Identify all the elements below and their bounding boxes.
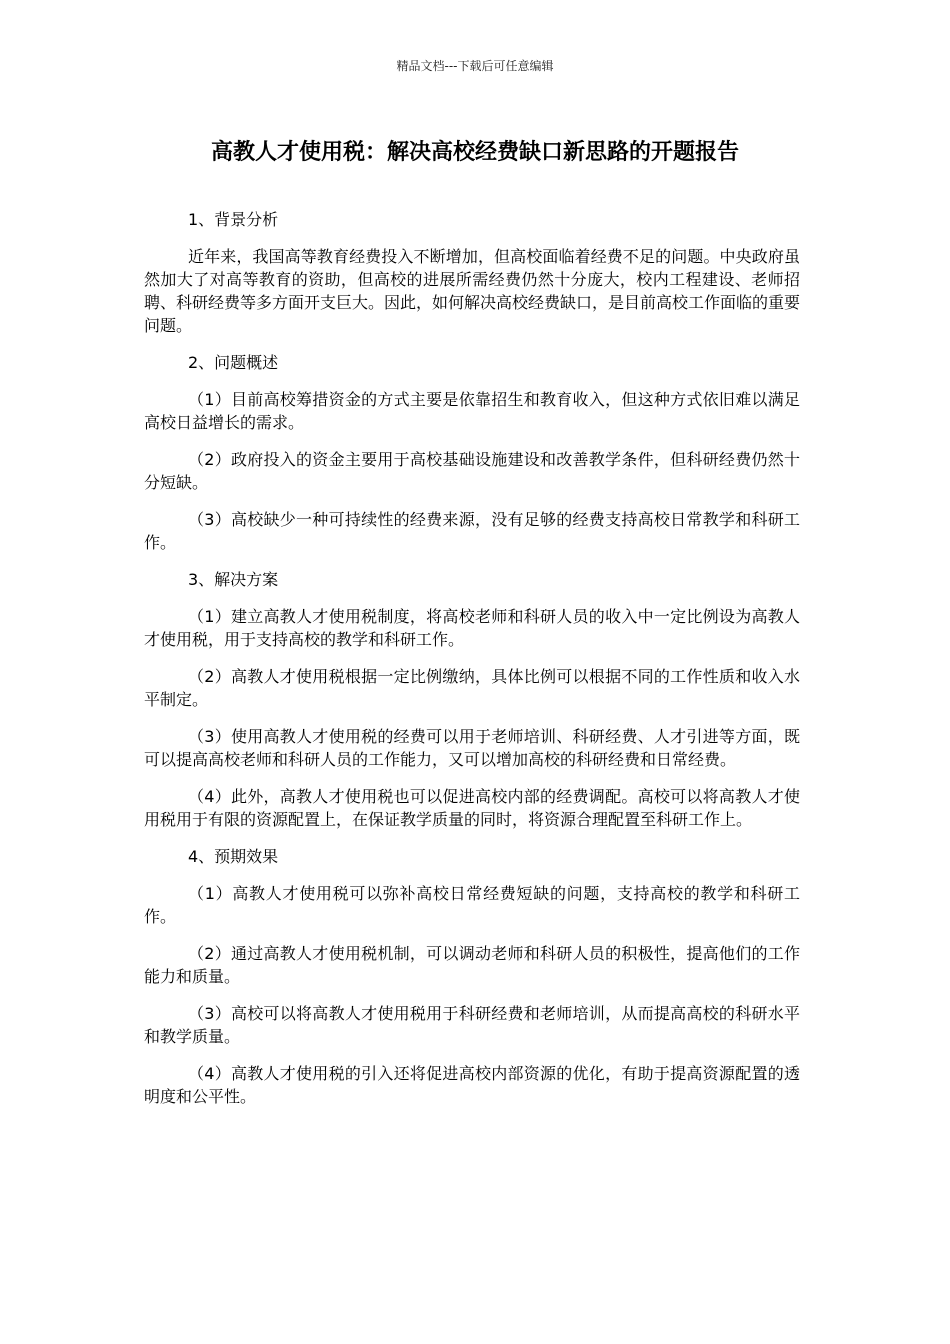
section-heading: 1、背景分析 bbox=[188, 210, 279, 229]
section-background bbox=[144, 208, 800, 337]
section-expected-effects bbox=[144, 845, 800, 1108]
document-title: 高教人才使用税：解决高校经费缺口新思路的开题报告 bbox=[210, 140, 739, 165]
page-header: 精品文档---下载后可任意编辑 bbox=[396, 59, 554, 73]
paragraph: （3）高校缺少一种可持续性的经费来源，没有足够的经费支持高校日常教学和科研工作。 bbox=[144, 510, 800, 552]
section-solution bbox=[144, 568, 800, 831]
paragraph: （2）通过高教人才使用税机制，可以调动老师和科研人员的积极性，提高他们的工作能力和质量。 bbox=[144, 944, 800, 986]
paragraph: （2）高教人才使用税根据一定比例缴纳，具体比例可以根据不同的工作性质和收入水平制定。 bbox=[144, 667, 800, 709]
paragraph: 近年来，我国高等教育经费投入不断增加，但高校面临着经费不足的问题。中央政府虽然加大了对高等教育的资助，但高校的进展所需经费仍然十分庞大，校内工程建设、老师招聘、科研经费等多方面开支巨大。因此，如何解决高校经费缺口，是目前高校工作面临的重要问题。 bbox=[144, 247, 801, 335]
paragraph: （1）建立高教人才使用税制度，将高校老师和科研人员的收入中一定比例设为高教人才使用税，用于支持高校的教学和科研工作。 bbox=[144, 607, 800, 649]
paragraph: （1）目前高校筹措资金的方式主要是依靠招生和教育收入，但这种方式依旧难以满足高校日益增长的需求。 bbox=[144, 390, 800, 432]
paragraph: （4）高教人才使用税的引入还将促进高校内部资源的优化，有助于提高资源配置的透明度和公平性。 bbox=[144, 1064, 800, 1106]
paragraph: （4）此外，高教人才使用税也可以促进高校内部的经费调配。高校可以将高教人才使用税用于有限的资源配置上，在保证教学质量的同时，将资源合理配置至科研工作上。 bbox=[144, 787, 800, 829]
paragraph: （3）高校可以将高教人才使用税用于科研经费和老师培训，从而提高高校的科研水平和教学质量。 bbox=[144, 1004, 800, 1046]
document-body bbox=[144, 208, 800, 1122]
section-heading: 3、解决方案 bbox=[188, 570, 279, 589]
paragraph: （3）使用高教人才使用税的经费可以用于老师培训、科研经费、人才引进等方面，既可以提高高校老师和科研人员的工作能力，又可以增加高校的科研经费和日常经费。 bbox=[144, 727, 800, 769]
section-problem bbox=[144, 351, 800, 554]
section-heading: 2、问题概述 bbox=[188, 353, 279, 372]
paragraph: （2）政府投入的资金主要用于高校基础设施建设和改善教学条件，但科研经费仍然十分短缺。 bbox=[144, 450, 800, 492]
paragraph: （1）高教人才使用税可以弥补高校日常经费短缺的问题，支持高校的教学和科研工作。 bbox=[144, 884, 800, 926]
section-heading: 4、预期效果 bbox=[188, 847, 279, 866]
